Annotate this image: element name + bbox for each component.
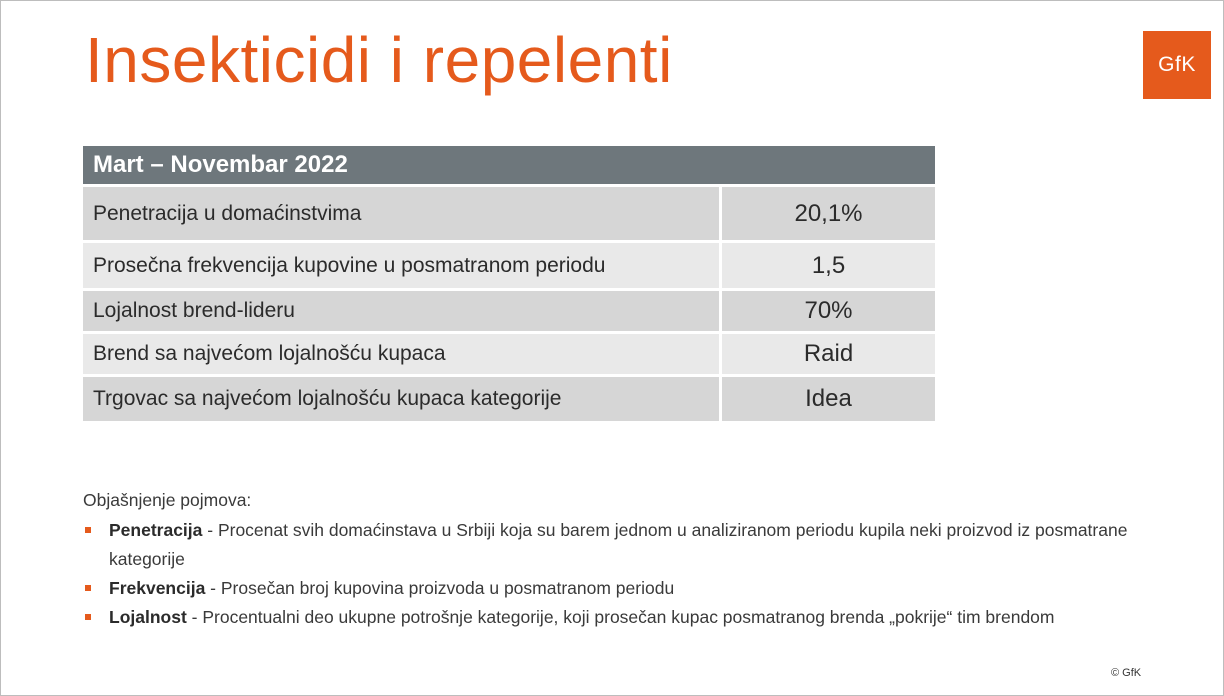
row-value: 1,5 xyxy=(811,251,846,279)
list-item xyxy=(83,603,1143,632)
copyright-text: © GfK xyxy=(1111,667,1142,679)
term: Frekvencija xyxy=(109,578,206,598)
gfk-logo xyxy=(1143,31,1211,99)
definitions-list xyxy=(83,516,1143,632)
table-row xyxy=(83,243,935,291)
row-label: Lojalnost brend-lideru xyxy=(83,291,722,331)
definitions-section xyxy=(83,486,1143,632)
square-bullet-icon xyxy=(85,585,91,591)
row-value: Raid xyxy=(803,340,854,367)
row-label: Trgovac sa najvećom lojalnošću kupaca kategorije xyxy=(83,377,722,421)
term: Penetracija xyxy=(109,520,203,540)
term-definition: - Procentualni deo ukupne potrošnje kategorije, koji prosečan kupac posmatranog brenda „pokrije“ tim brendom xyxy=(186,607,1055,627)
row-value: Idea xyxy=(805,385,852,412)
list-item xyxy=(83,516,1143,574)
row-value: 20,1% xyxy=(794,199,863,227)
term: Lojalnost xyxy=(109,607,187,627)
table-row xyxy=(83,187,935,243)
term-definition: - Prosečan broj kupovina proizvoda u posmatranom periodu xyxy=(205,578,675,598)
square-bullet-icon xyxy=(85,527,91,533)
row-label: Brend sa najvećom lojalnošću kupaca xyxy=(83,334,722,374)
square-bullet-icon xyxy=(85,614,91,620)
list-item xyxy=(83,574,1143,603)
table-row xyxy=(83,334,935,377)
definitions-intro: Objašnjenje pojmova: xyxy=(83,490,252,510)
row-label: Prosečna frekvencija kupovine u posmatranom periodu xyxy=(83,243,722,288)
table-row xyxy=(83,377,935,421)
row-value: 70% xyxy=(804,297,853,324)
term-definition: - Procenat svih domaćinstava u Srbiji koja su barem jednom u analiziranom periodu kupila neki proizvod iz posmatrane kategorije xyxy=(109,520,1128,569)
table-row xyxy=(83,291,935,334)
kpi-table xyxy=(83,146,935,421)
row-label: Penetracija u domaćinstvima xyxy=(83,187,722,240)
slide-title: Insekticidi i repelenti xyxy=(85,24,673,96)
table-header: Mart – Novembar 2022 xyxy=(83,146,935,187)
gfk-logo-text: GfK xyxy=(1158,53,1196,76)
